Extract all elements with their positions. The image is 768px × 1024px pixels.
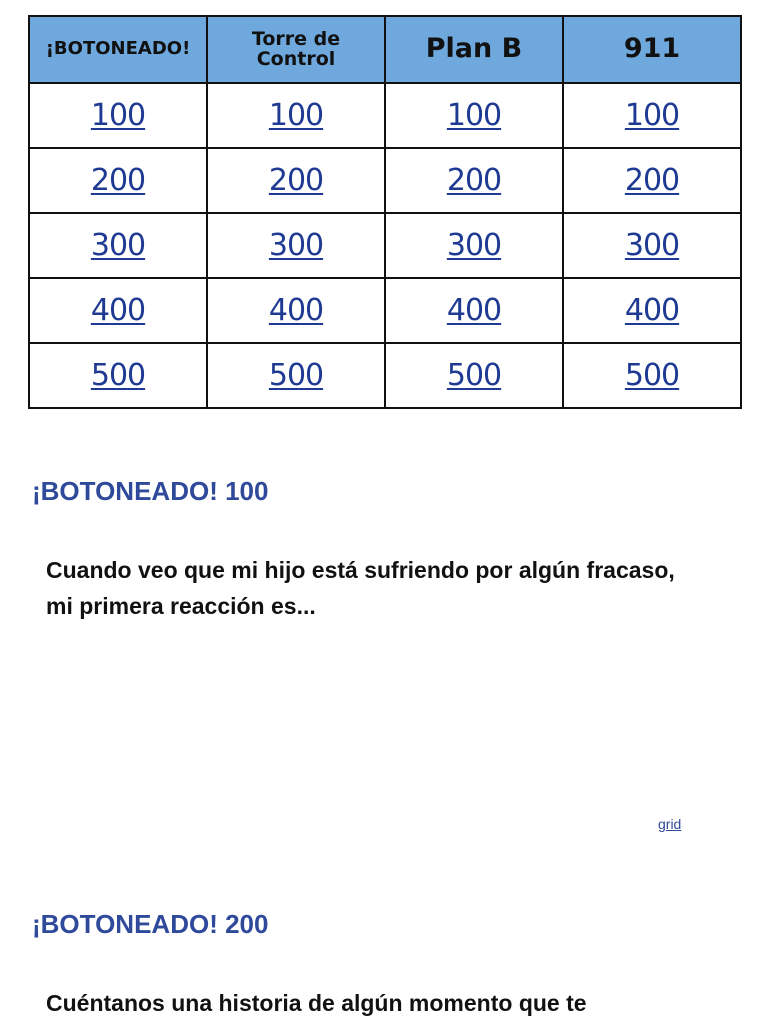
- board-cell: [207, 213, 385, 278]
- category-header-plan-b: [385, 16, 563, 83]
- points-link-911-100[interactable]: 100: [624, 98, 680, 133]
- board-cell: [385, 278, 563, 343]
- board-cell: [29, 343, 207, 408]
- points-link-torre-200[interactable]: 200: [268, 163, 324, 198]
- points-link-botoneado-200[interactable]: 200: [90, 163, 146, 198]
- points-link-torre-400[interactable]: 400: [268, 293, 324, 328]
- question-heading: ¡BOTONEADO! 100: [32, 476, 269, 506]
- board-row-100: [29, 83, 741, 148]
- board-cell: [207, 148, 385, 213]
- category-label-line2: Control: [256, 47, 336, 70]
- category-label-line1: Torre de: [251, 27, 341, 50]
- board-cell: [29, 148, 207, 213]
- category-header-911: [563, 16, 741, 83]
- board-cell: [207, 83, 385, 148]
- board-row-300: [29, 213, 741, 278]
- board-cell: [563, 83, 741, 148]
- points-link-planb-400[interactable]: 400: [446, 293, 502, 328]
- category-label: Plan B: [425, 33, 523, 65]
- board-cell: [29, 278, 207, 343]
- points-link-planb-300[interactable]: 300: [446, 228, 502, 263]
- back-to-grid-link[interactable]: grid: [658, 816, 682, 832]
- question-text: Cuéntanos una historia de algún momento que te: [46, 990, 587, 1016]
- points-link-torre-500[interactable]: 500: [268, 358, 324, 393]
- board-cell: [385, 213, 563, 278]
- board-cell: [29, 213, 207, 278]
- points-link-911-200[interactable]: 200: [624, 163, 680, 198]
- board-header-row: [29, 16, 741, 83]
- points-link-911-500[interactable]: 500: [624, 358, 680, 393]
- points-link-torre-300[interactable]: 300: [268, 228, 324, 263]
- board-row-200: [29, 148, 741, 213]
- points-link-botoneado-400[interactable]: 400: [90, 293, 146, 328]
- jeopardy-board: [28, 15, 742, 409]
- category-header-botoneado: [29, 16, 207, 83]
- points-link-planb-100[interactable]: 100: [446, 98, 502, 133]
- board-cell: [563, 148, 741, 213]
- board-cell: [385, 83, 563, 148]
- category-label: ¡BOTONEADO!: [45, 38, 191, 60]
- points-link-911-400[interactable]: 400: [624, 293, 680, 328]
- board-cell: [563, 343, 741, 408]
- question-text: Cuando veo que mi hijo está sufriendo por algún fracaso, mi primera reacción es...: [46, 557, 675, 619]
- board-cell: [207, 343, 385, 408]
- board-row-400: [29, 278, 741, 343]
- board-cell: [29, 83, 207, 148]
- board-cell: [385, 148, 563, 213]
- question-heading: ¡BOTONEADO! 200: [32, 909, 269, 939]
- board-cell: [563, 278, 741, 343]
- points-link-planb-500[interactable]: 500: [446, 358, 502, 393]
- category-header-torre-de-control: [207, 16, 385, 83]
- points-link-torre-100[interactable]: 100: [268, 98, 324, 133]
- board-cell: [385, 343, 563, 408]
- points-link-botoneado-100[interactable]: 100: [90, 98, 146, 133]
- points-link-planb-200[interactable]: 200: [446, 163, 502, 198]
- board-cell: [207, 278, 385, 343]
- points-link-911-300[interactable]: 300: [624, 228, 680, 263]
- points-link-botoneado-500[interactable]: 500: [90, 358, 146, 393]
- points-link-botoneado-300[interactable]: 300: [90, 228, 146, 263]
- board-cell: [563, 213, 741, 278]
- board-row-500: [29, 343, 741, 408]
- category-label: 911: [623, 33, 681, 65]
